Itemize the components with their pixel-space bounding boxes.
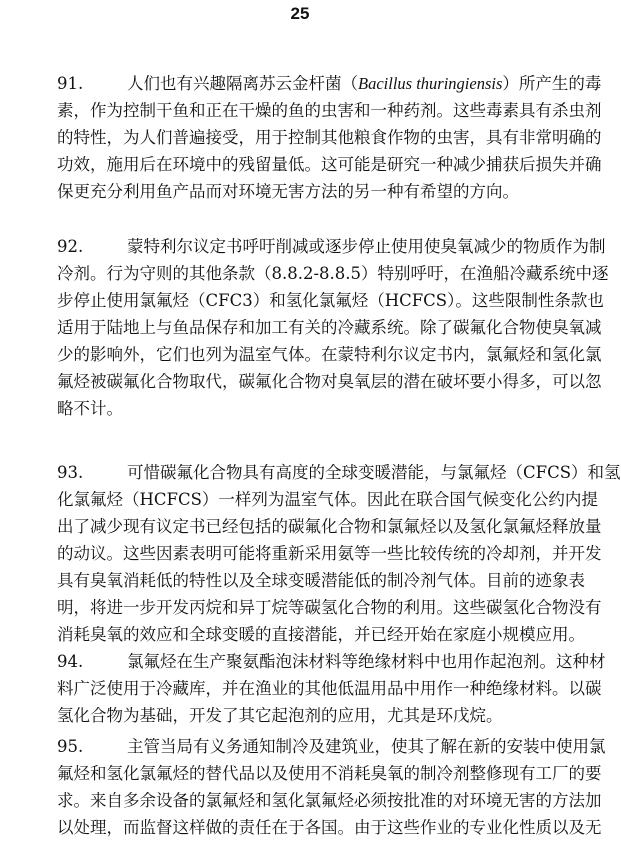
text-line: 消耗臭氧的效应和全球变暖的直接潜能，并已经开始在家庭小规模应用。	[57, 625, 585, 644]
text-line: 冷剂。行为守则的其他条款（8.8.2-8.8.5）特别呼吁，在渔船冷藏系统中逐	[57, 264, 609, 283]
text-line: 具有臭氧消耗低的特性以及全球变暖潜能低的制冷剂气体。目前的迹象表	[57, 571, 585, 590]
paragraph-number: 94.	[57, 652, 84, 671]
text-line: 料广泛使用于冷藏库，并在渔业的其他低温用品中用作一种绝缘材料。以碳	[57, 679, 602, 698]
text-line: 少的影响外，它们也列为温室气体。在蒙特利尔议定书内，氯氟烃和氢化氯	[57, 345, 602, 364]
text-line: 明，将进一步开发丙烷和异丁烷等碳氢化合物的利用。这些碳氢化合物没有	[57, 598, 602, 617]
species-name: Bacillus thuringiensis	[358, 74, 503, 93]
paragraph-number: 91.	[57, 74, 84, 93]
paragraph-text: 可惜碳氟化合物具有高度的全球变暖潜能，与氯氟烃（CFCS）和氢	[127, 463, 621, 482]
text-line	[57, 733, 606, 760]
paragraph-number: 92.	[57, 237, 84, 256]
paragraph-number: 93.	[57, 463, 84, 482]
paragraph-93	[57, 459, 621, 648]
text-line: 氢化合物为基础，开发了其它起泡剂的应用，尤其是环戊烷。	[57, 706, 503, 725]
text-line: 步停止使用氯氟烃（CFC3）和氢化氯氟烃（HCFCS）。这些限制性条款也	[57, 291, 604, 310]
text-line: 求。来自多余设备的氯氟烃和氢化氯氟烃必须按批准的对环境无害的方法加	[57, 791, 602, 810]
text-line: 出了减少现有议定书已经包括的碳氟化合物和氯氟烃以及氢化氯氟烃释放量	[57, 517, 602, 536]
text-line: 氟烃和氢化氯氟烃的替代品以及使用不消耗臭氧的制冷剂整修现有工厂的要	[57, 764, 602, 783]
paragraph-94	[57, 648, 606, 729]
text-line: 氟烃被碳氟化合物取代，碳氟化合物对臭氧层的潜在破坏要小得多，可以忽	[57, 372, 602, 391]
text-line: 适用于陆地上与鱼品保存和加工有关的冷藏系统。除了碳氟化合物使臭氧减	[57, 318, 602, 337]
page-number: 25	[290, 4, 310, 23]
paragraph-95	[57, 733, 606, 841]
paragraph-92	[57, 233, 609, 422]
text-line: 保更充分利用鱼产品而对环境无害方法的另一种有希望的方向。	[57, 182, 519, 201]
paragraph-91	[57, 70, 602, 205]
paragraph-text: 主管当局有义务通知制冷及建筑业，使其了解在新的安装中使用氯	[127, 737, 606, 756]
text-line	[57, 648, 606, 675]
text-line: 以处理，而监督这样做的责任在于各国。由于这些作业的专业化性质以及无	[57, 818, 602, 837]
paragraph-number: 95.	[57, 737, 84, 756]
text-line	[57, 459, 621, 486]
text-line: 化氯氟烃（HCFCS）一样列为温室气体。因此在联合国气候变化公约内提	[57, 490, 598, 509]
paragraph-text: 氯氟烃在生产聚氨酯泡沫材料等绝缘材料中也用作起泡剂。这种材	[127, 652, 606, 671]
text-line: 略不计。	[57, 399, 123, 418]
paragraph-text: 蒙特利尔议定书呼吁削减或逐步停止使用使臭氧减少的物质作为制	[127, 237, 606, 256]
text-line: 的特性，为人们普遍接受，用于控制其他粮食作物的虫害，具有非常明确的	[57, 128, 602, 147]
text-line: 素，作为控制干鱼和正在干燥的鱼的虫害和一种药剂。这些毒素具有杀虫剂	[57, 101, 602, 120]
text-line: 功效，施用后在环境中的残留量低。这可能是研究一种减少捕获后损失并确	[57, 155, 602, 174]
text-line: 的动议。这些因素表明可能将重新采用氨等一些比较传统的冷却剂，并开发	[57, 544, 602, 563]
text-line	[57, 70, 602, 97]
paragraph-text: 人们也有兴趣隔离苏云金杆菌（Bacillus thuringiensis）所产生的毒	[127, 74, 602, 93]
text-line	[57, 233, 606, 260]
